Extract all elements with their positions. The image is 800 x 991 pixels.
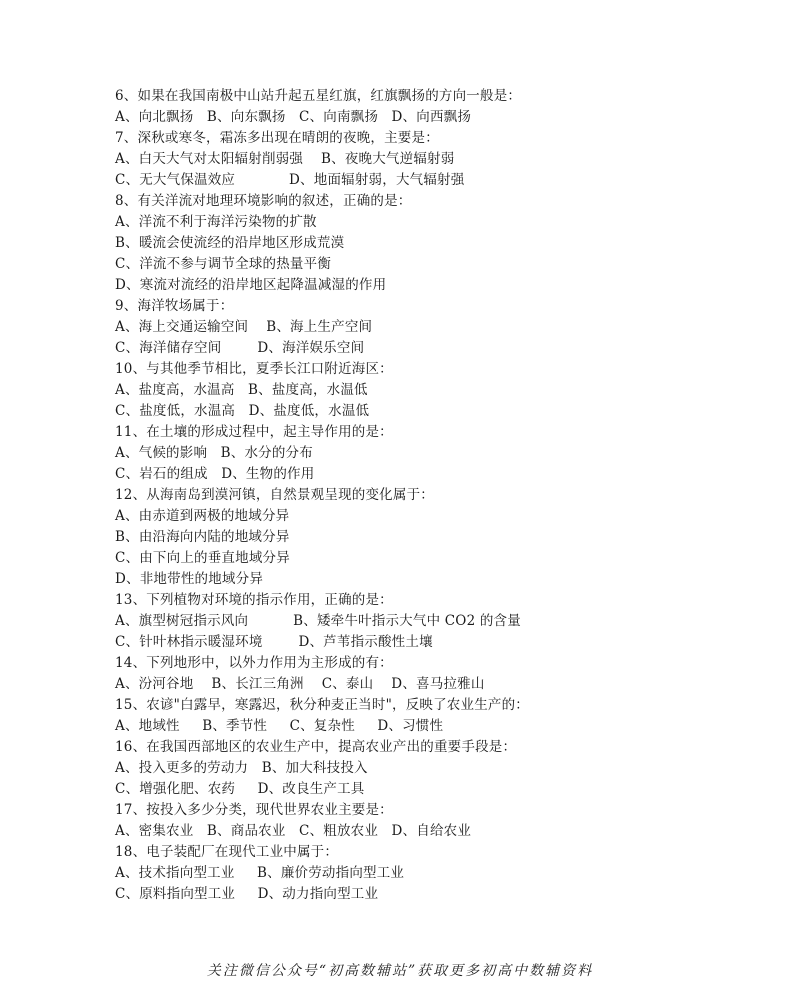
question-11-options-cd: C、岩石的组成 D、生物的作用: [115, 466, 315, 482]
question-17-options: A、密集农业 B、商品农业 C、粗放农业 D、自给农业: [115, 823, 472, 839]
question-11-options-ab: A、气候的影响 B、水分的分布: [115, 445, 313, 461]
question-12-option-b: B、由沿海向内陆的地域分异: [115, 529, 290, 545]
question-7-stem: 7、深秋或寒冬，霜冻多出现在晴朗的夜晚，主要是：: [115, 130, 439, 146]
question-8-option-d: D、寒流对流经的沿岸地区起降温减湿的作用: [115, 277, 387, 293]
question-12-stem: 12、从海南岛到漠河镇，自然景观呈现的变化属于：: [115, 487, 434, 503]
question-15-options: A、地域性 B、季节性 C、复杂性 D、习惯性: [115, 718, 444, 734]
question-16-options-ab: A、投入更多的劳动力 B、加大科技投入: [115, 760, 368, 776]
question-12-option-d: D、非地带性的地域分异: [115, 571, 264, 587]
footer-note: 关注微信公众号“初高数辅站”获取更多初高中数辅资料: [206, 963, 594, 979]
question-6-stem: 6、如果在我国南极中山站升起五星红旗，红旗飘扬的方向一般是：: [115, 88, 522, 104]
question-13-options-ab: A、旗型树冠指示风向 B、矮牵牛叶指示大气中 CO2 的含量: [115, 613, 521, 629]
question-7-options-cd: C、无大气保温效应 D、地面辐射弱，大气辐射强: [115, 172, 465, 188]
question-14-options: A、汾河谷地 B、长江三角洲 C、泰山 D、喜马拉雅山: [115, 676, 485, 692]
question-16-stem: 16、在我国西部地区的农业生产中，提高农业产出的重要手段是：: [115, 739, 517, 755]
question-9-options-ab: A、海上交通运输空间 B、海上生产空间: [115, 319, 373, 335]
question-list: [115, 86, 755, 905]
question-15-stem: 15、农谚"白露早，寒露迟，秋分种麦正当时"，反映了农业生产的：: [115, 697, 529, 713]
question-18-stem: 18、电子装配厂在现代工业中属于：: [115, 844, 339, 860]
question-6-options: A、向北飘扬 B、向东飘扬 C、向南飘扬 D、向西飘扬: [115, 109, 472, 125]
question-12-option-a: A、由赤道到两极的地域分异: [115, 508, 290, 524]
question-13-stem: 13、下列植物对环境的指示作用，正确的是：: [115, 592, 393, 608]
question-14-stem: 14、下列地形中，以外力作用为主形成的有：: [115, 655, 393, 671]
question-10-options-ab: A、盐度高，水温高 B、盐度高，水温低: [115, 382, 368, 398]
question-8-stem: 8、有关洋流对地理环境影响的叙述，正确的是：: [115, 193, 412, 209]
question-16-options-cd: C、增强化肥、农药 D、改良生产工具: [115, 781, 365, 797]
question-9-options-cd: C、海洋储存空间 D、海洋娱乐空间: [115, 340, 365, 356]
question-13-options-cd: C、针叶林指示暖湿环境 D、芦苇指示酸性土壤: [115, 634, 433, 650]
question-12-option-c: C、由下向上的垂直地域分异: [115, 550, 290, 566]
question-10-stem: 10、与其他季节相比，夏季长江口附近海区：: [115, 361, 393, 377]
question-7-options-ab: A、白天大气对太阳辐射削弱强 B、夜晚大气逆辐射弱: [115, 151, 455, 167]
question-11-stem: 11、在土壤的形成过程中，起主导作用的是：: [115, 424, 393, 440]
question-9-stem: 9、海洋牧场属于：: [115, 298, 234, 314]
question-10-options-cd: C、盐度低，水温高 D、盐度低，水温低: [115, 403, 370, 419]
question-18-options-cd: C、原料指向型工业 D、动力指向型工业: [115, 886, 379, 902]
question-8-option-b: B、暖流会使流经的沿岸地区形成荒漠: [115, 235, 345, 251]
question-17-stem: 17、按投入多少分类，现代世界农业主要是：: [115, 802, 393, 818]
question-18-options-ab: A、技术指向型工业 B、廉价劳动指向型工业: [115, 865, 405, 881]
question-8-option-a: A、洋流不利于海洋污染物的扩散: [115, 214, 317, 230]
question-8-option-c: C、洋流不参与调节全球的热量平衡: [115, 256, 332, 272]
